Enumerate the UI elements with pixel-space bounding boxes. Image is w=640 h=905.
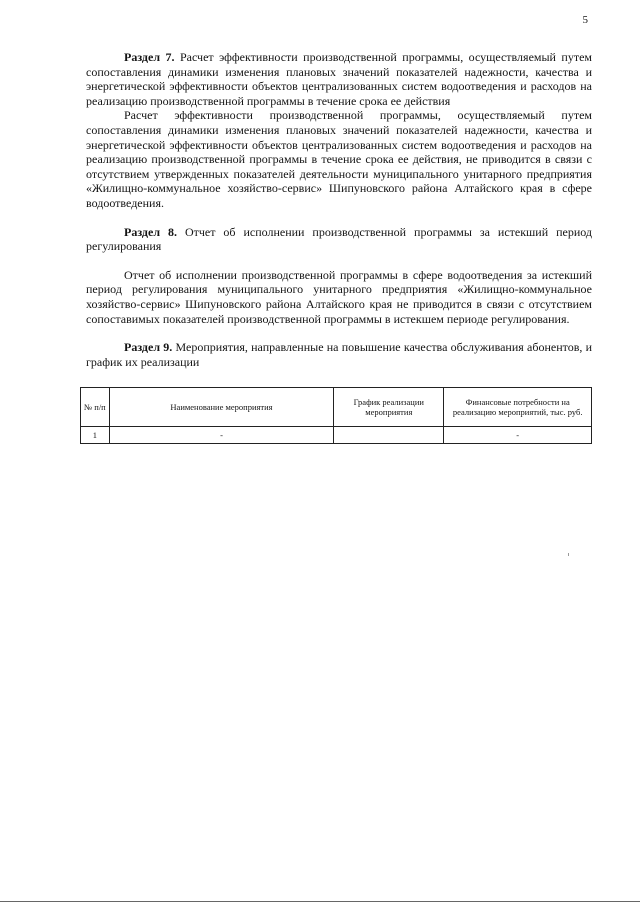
section-7-body: Расчет эффективности производственной программы, осуществляемый путем сопоставления динамики изменения плановых значений показателей надежности, качества и энергетической эффективности объектов централизованных систем водоотведения и расходов на реализацию производственной программы в течение срока ее действия, не приводится в связи с отсутствием утвержденных показателей деятельности муниципального унитарного предприятия «Жилищно-коммунальное хозяйство-сервис» Шипуновского района Алтайского края в сфере водоотведения. — [86, 108, 592, 210]
cell-name: - — [109, 427, 333, 444]
cell-schedule — [334, 427, 444, 444]
section-8-body: Отчет об исполнении производственной программы в сфере водоотведения за истекший период регулирования муниципального унитарного предприятия «Жилищно-коммунальное хозяйство-сервис» Шипуновского района Алтайского края не приводится в связи с отсутствием сопоставимых показателей производственной программы в истекшем периоде регулирования. — [86, 267, 592, 326]
page-number: 5 — [582, 14, 588, 26]
section-8-label: Раздел 8. — [124, 224, 178, 239]
section-7-label: Раздел 7. — [124, 50, 175, 64]
section-7-title: Расчет эффективности производственной программы, осуществляемый путем сопоставления динамики изменения плановых значений показателей надежности, качества и энергетической эффективности объектов централизованных систем водоотведения и расходов на реализацию производственной программы в течение срока ее действия — [86, 50, 592, 108]
table-header-row — [81, 388, 592, 427]
cell-finance: - — [444, 427, 592, 444]
section-9-title: Мероприятия, направленные на повышение качества обслуживания абонентов, и график их реализации — [86, 340, 593, 369]
section-8-heading — [86, 225, 592, 254]
scan-bottom-edge — [0, 901, 640, 902]
header-finance: Финансовые потребности на реализацию мероприятий, тыс. руб. — [444, 388, 592, 427]
header-schedule: График реализации мероприятия — [334, 388, 444, 427]
section-7-heading — [86, 50, 592, 108]
scan-speck — [568, 553, 569, 556]
section-8-title: Отчет об исполнении производственной программы за истекший период регулирования — [86, 224, 593, 254]
cell-num: 1 — [81, 427, 110, 444]
measures-table — [80, 387, 592, 444]
document-content — [86, 50, 592, 444]
section-9-label: Раздел 9. — [124, 340, 173, 355]
section-9-heading — [86, 340, 592, 369]
table-row — [81, 427, 592, 444]
header-name: Наименование мероприятия — [109, 388, 333, 427]
header-num: № п/п — [81, 388, 110, 427]
